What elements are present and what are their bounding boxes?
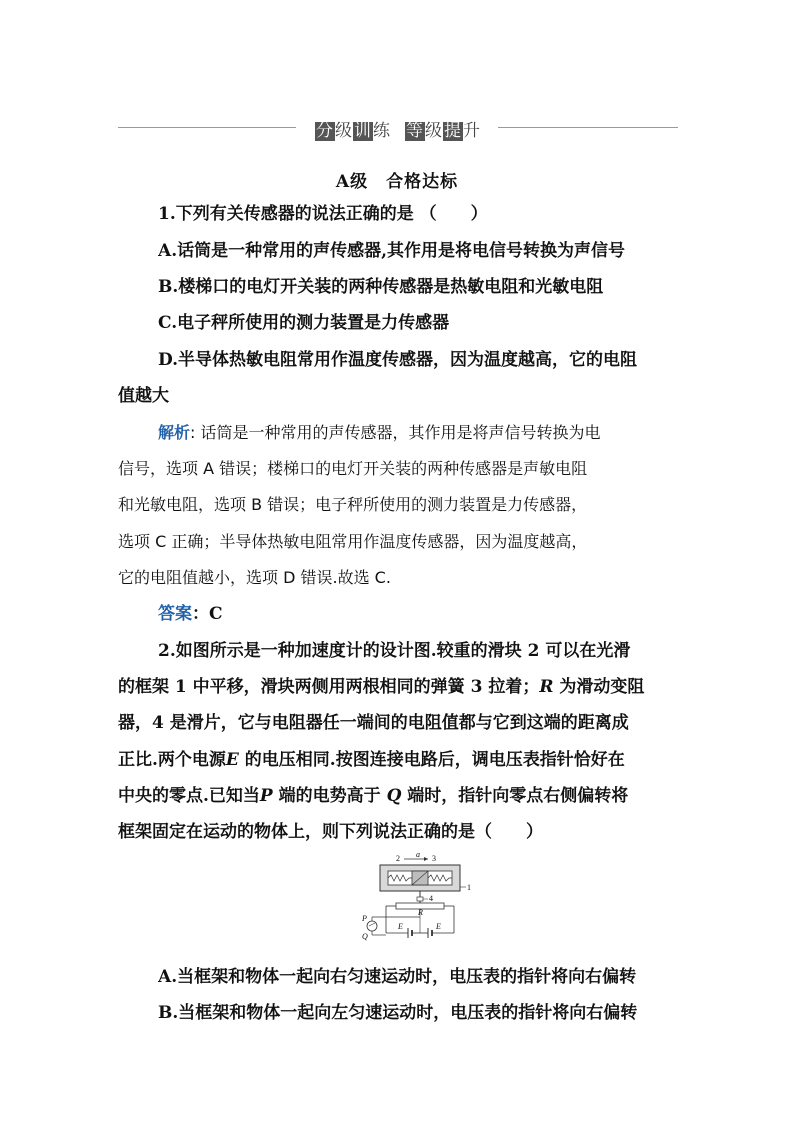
label-E1: E bbox=[398, 922, 403, 931]
q1-option-c: C.电子秤所使用的测力装置是力传感器 bbox=[158, 313, 450, 333]
q1-analysis-line-3: 和光敏电阻，选项 B 错误；电子秤所使用的测力装置是力传感器， bbox=[118, 495, 588, 514]
q2-stem-line-4: 正比.两个电源E 的电压相同.按图连接电路后，调电压表指针恰好在 bbox=[118, 750, 625, 770]
label-4: 4 bbox=[429, 894, 433, 903]
accelerometer-diagram bbox=[356, 851, 482, 947]
answer-value: ：C bbox=[192, 604, 223, 624]
header-rule-left bbox=[118, 127, 296, 128]
header-rule-right bbox=[498, 127, 678, 128]
label-2: 2 bbox=[396, 854, 400, 863]
level-title: A级 合格达标 bbox=[335, 172, 459, 192]
q1-analysis-line-5: 它的电阻值越小，选项 D 错误.故选 C. bbox=[118, 568, 391, 587]
label-E2: E bbox=[436, 922, 441, 931]
q2-stem-line-6: 框架固定在运动的物体上，则下列说法正确的是（ ） bbox=[118, 822, 543, 842]
section-header bbox=[118, 114, 678, 142]
label-Q: Q bbox=[362, 932, 368, 941]
analysis-label: 解析 bbox=[158, 423, 191, 442]
q1-answer bbox=[158, 603, 678, 625]
answer-label: 答案 bbox=[158, 604, 192, 624]
header-title bbox=[308, 116, 488, 140]
accelerometer-figure bbox=[356, 851, 482, 947]
q2-stem-line-1: 2.如图所示是一种加速度计的设计图.较重的滑块 2 可以在光滑 bbox=[158, 641, 631, 661]
header-part-2: 等级提升 bbox=[406, 120, 481, 141]
header-part-1: 分级训练 bbox=[316, 120, 391, 141]
q2-option-a: A.当框架和物体一起向右匀速运动时，电压表的指针将向右偏转 bbox=[158, 967, 637, 987]
label-1: 1 bbox=[467, 883, 471, 892]
wiper-4 bbox=[417, 897, 423, 901]
q1-analysis-line-2: 信号，选项 A 错误；楼梯口的电灯开关装的两种传感器是声敏电阻 bbox=[118, 459, 588, 478]
q1-option-b: B.楼梯口的电灯开关装的两种传感器是热敏电阻和光敏电阻 bbox=[158, 277, 604, 297]
label-P: P bbox=[362, 914, 367, 923]
q1-option-d-cont: 值越大 bbox=[118, 386, 169, 406]
label-a: a bbox=[416, 851, 420, 859]
q2-stem-line-3: 器，4 是滑片，它与电阻器任一端间的电阻值都与它到这端的距离成 bbox=[118, 713, 629, 733]
label-R: R bbox=[418, 908, 423, 917]
q2-option-b: B.当框架和物体一起向左匀速运动时，电压表的指针将向右偏转 bbox=[158, 1003, 638, 1023]
q2-stem-line-5: 中央的零点.已知当P 端的电势高于 Q 端时，指针向零点右侧偏转将 bbox=[118, 786, 629, 806]
q1-stem: 1.下列有关传感器的说法正确的是 （ ） bbox=[158, 204, 488, 224]
label-3: 3 bbox=[432, 854, 436, 863]
voltmeter bbox=[367, 921, 377, 931]
q1-option-a: A.话筒是一种常用的声传感器,其作用是将电信号转换为声信号 bbox=[158, 241, 626, 261]
q2-stem-line-2: 的框架 1 中平移，滑块两侧用两根相同的弹簧 3 拉着；R 为滑动变阻 bbox=[118, 677, 645, 697]
q1-option-d: D.半导体热敏电阻常用作温度传感器，因为温度越高，它的电阻 bbox=[158, 350, 638, 370]
accel-arrowhead bbox=[424, 857, 428, 861]
q1-analysis-line-4: 选项 C 正确；半导体热敏电阻常用作温度传感器，因为温度越高， bbox=[118, 532, 588, 551]
q1-analysis: 解析: 话筒是一种常用的声传感器，其作用是将声信号转换为电 bbox=[158, 423, 601, 442]
